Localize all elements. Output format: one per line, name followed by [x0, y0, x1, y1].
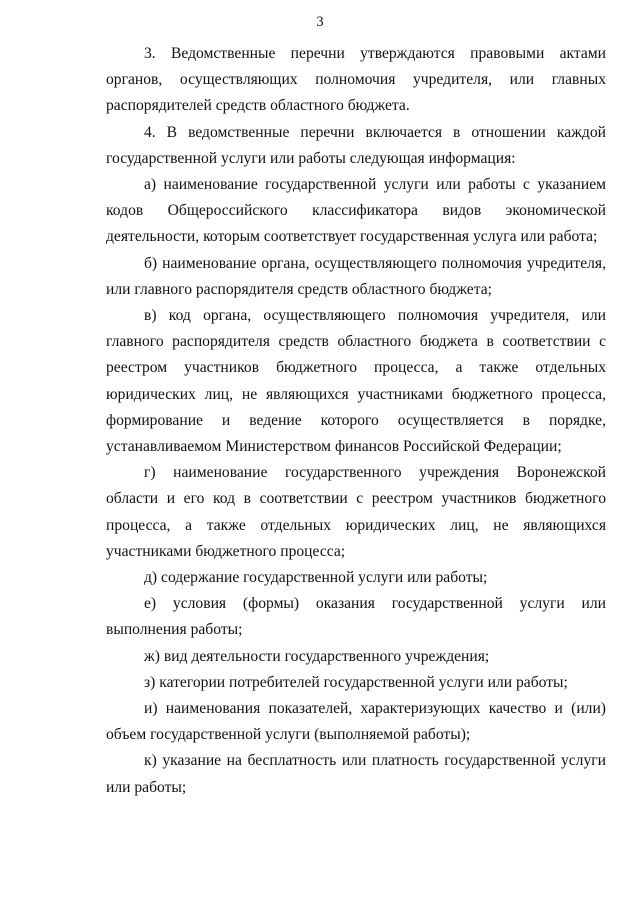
list-item-a: а) наименование государственной услуги или работы с указанием кодов Общероссийского классификатора видов экономической деятельности, которым соответствует государственная услуга или работа;	[106, 176, 606, 246]
paragraph-3: 3. Ведомственные перечни утверждаются правовыми актами органов, осуществляющих полномочия учредителя, или главных распорядителей средств областного бюджета.	[106, 45, 606, 115]
list-item-z: з) категории потребителей государственной услуги или работы;	[144, 673, 568, 691]
list-item-k: к) указание на бесплатность или платность государственной услуги или работы;	[106, 752, 606, 796]
list-item-b: б) наименование органа, осуществляющего полномочия учредителя, или главного распорядителя средств областного бюджета;	[106, 254, 606, 298]
list-item-g: г) наименование государственного учреждения Воронежской области и его код в соответствии с реестром участников бюджетного процесса, а также отдельных юридических лиц, не являющихся участниками бюджетного процесса;	[106, 464, 606, 560]
document-body	[106, 41, 606, 801]
list-item-i: и) наименования показателей, характеризующих качество и (или) объем государственной услуги (выполняемой работы);	[106, 700, 606, 744]
list-item-d: д) содержание государственной услуги или работы;	[144, 569, 488, 587]
list-item-v: в) код органа, осуществляющего полномочия учредителя, или главного распорядителя средств областного бюджета в соответствии с реестром участников бюджетного процесса, а также отдельных юридических лиц, не являющихся участниками бюджетного процесса, формирование и ведение которого осуществляется в порядке, устанавливаемом Министерством финансов Российской Федерации;	[106, 307, 606, 456]
page-number: 3	[316, 14, 324, 30]
list-item-e: е) условия (формы) оказания государственной услуги или выполнения работы;	[106, 595, 606, 639]
list-item-zh: ж) вид деятельности государственного учреждения;	[144, 647, 490, 665]
paragraph-4: 4. В ведомственные перечни включается в отношении каждой государственной услуги или работы следующая информация:	[106, 123, 606, 167]
